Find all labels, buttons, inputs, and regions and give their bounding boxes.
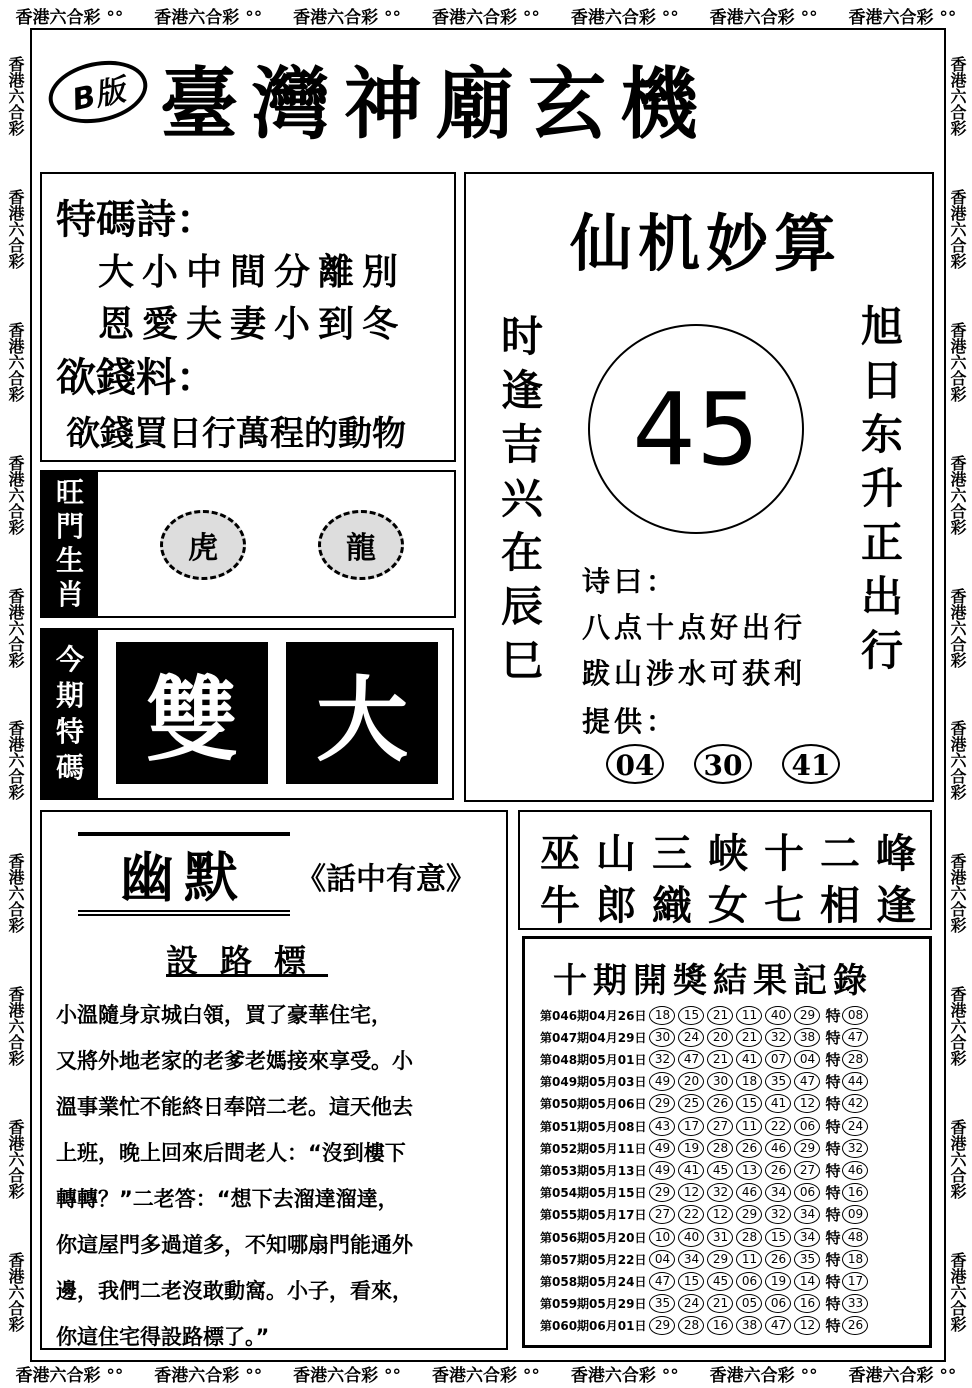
result-period: 第052期05月11日: [540, 1141, 647, 1156]
result-ball: 18: [649, 1006, 675, 1025]
result-ball: 47: [765, 1316, 791, 1335]
page-title: 臺灣神廟玄機: [160, 59, 713, 150]
result-row: [540, 1004, 871, 1026]
xian-number-2: 30: [694, 744, 752, 784]
result-ball: 29: [794, 1006, 820, 1025]
result-ball: 27: [707, 1117, 733, 1136]
result-ball: 11: [736, 1117, 762, 1136]
result-ball: 34: [765, 1183, 791, 1202]
result-ball: 32: [649, 1050, 675, 1069]
result-ball: 26: [736, 1139, 762, 1158]
result-ball: 12: [678, 1183, 704, 1202]
result-ball: 12: [707, 1205, 733, 1224]
result-row: [540, 1204, 871, 1226]
special-label: 特: [825, 1095, 841, 1114]
strip-label: 香港六合彩 °°: [154, 1365, 263, 1386]
result-row: [540, 1115, 871, 1137]
result-ball: 34: [794, 1205, 820, 1224]
strip-label: 香港六合彩: [948, 1251, 967, 1332]
humor-title: 幽默: [78, 832, 290, 916]
result-ball: 11: [736, 1006, 762, 1025]
result-ball: 22: [765, 1117, 791, 1136]
result-ball: 10: [649, 1228, 675, 1247]
result-period: 第059期05月29日: [540, 1297, 647, 1312]
dragon-icon: 龍: [318, 510, 404, 580]
result-special-ball: 24: [842, 1117, 868, 1136]
strip-label: 香港六合彩 °°: [848, 7, 957, 28]
zodiac-label: 旺 門 生 肖: [42, 472, 98, 616]
result-ball: 43: [649, 1117, 675, 1136]
result-ball: 32: [765, 1028, 791, 1047]
strip-label: 香港六合彩: [948, 853, 967, 934]
result-special-ball: 17: [842, 1272, 868, 1291]
strip-label: 香港六合彩: [948, 1118, 967, 1199]
strip-label: 香港六合彩: [6, 321, 25, 402]
result-ball: 38: [794, 1028, 820, 1047]
result-period: 第053期05月13日: [540, 1163, 647, 1178]
result-period: 第046期04月26日: [540, 1008, 647, 1023]
result-ball: 47: [794, 1072, 820, 1091]
result-ball: 24: [678, 1294, 704, 1313]
result-ball: 21: [707, 1006, 733, 1025]
result-ball: 41: [736, 1050, 762, 1069]
special-label: 特: [825, 1050, 841, 1069]
strip-label: 香港六合彩 °°: [154, 7, 263, 28]
special-label: 特: [825, 1028, 841, 1047]
result-ball: 32: [707, 1183, 733, 1202]
humor-line: 你這屋門多過道多，不知哪扇門能通外: [56, 1233, 413, 1257]
strip-label: 香港六合彩: [948, 985, 967, 1066]
strip-label: 香港六合彩 °°: [293, 1365, 402, 1386]
result-ball: 49: [649, 1072, 675, 1091]
strip-label: 香港六合彩: [948, 454, 967, 535]
result-special-ball: 18: [842, 1250, 868, 1269]
strip-label: 香港六合彩: [6, 1251, 25, 1332]
result-ball: 45: [707, 1161, 733, 1180]
result-ball: 20: [678, 1072, 704, 1091]
result-period: 第049期05月03日: [540, 1075, 647, 1090]
result-ball: 19: [765, 1272, 791, 1291]
result-special-ball: 44: [842, 1072, 868, 1091]
result-ball: 16: [707, 1316, 733, 1335]
result-row: [540, 1093, 871, 1115]
result-ball: 26: [707, 1094, 733, 1113]
strip-label: 香港六合彩: [6, 853, 25, 934]
strip-label: 香港六合彩 °°: [570, 1365, 679, 1386]
result-special-ball: 33: [842, 1294, 868, 1313]
humor-line: 上班，晚上回來后問老人：“沒到樓下: [56, 1141, 406, 1165]
result-ball: 29: [707, 1250, 733, 1269]
xian-number-3: 41: [782, 744, 840, 784]
result-ball: 40: [765, 1006, 791, 1025]
result-ball: 21: [707, 1294, 733, 1313]
result-period: 第050期05月06日: [540, 1097, 647, 1112]
humor-subtitle: 《話中有意》: [296, 862, 476, 897]
result-row: [540, 1226, 871, 1248]
result-ball: 15: [678, 1006, 704, 1025]
xian-right-column: 旭日东升正出行: [855, 304, 904, 682]
result-ball: 35: [765, 1072, 791, 1091]
result-ball: 28: [678, 1316, 704, 1335]
strip-label: 香港六合彩 °°: [709, 1365, 818, 1386]
strip-label: 香港六合彩 °°: [431, 1365, 540, 1386]
result-ball: 30: [707, 1072, 733, 1091]
xian-left-column: 时逢吉兴在辰巳: [495, 314, 544, 692]
humor-line: 你這住宅得設路標了。”: [56, 1325, 270, 1349]
result-ball: 05: [736, 1294, 762, 1313]
result-ball: 29: [649, 1316, 675, 1335]
result-ball: 41: [678, 1161, 704, 1180]
humor-heading: 設路標: [166, 942, 329, 980]
poem-heading: 特碼詩：: [56, 196, 216, 243]
strip-label: 香港六合彩 °°: [15, 7, 124, 28]
tiger-icon: 虎: [160, 510, 246, 580]
xian-provide-label: 提供：: [582, 705, 679, 738]
special-label: 特: [825, 1206, 841, 1225]
result-ball: 27: [649, 1205, 675, 1224]
poem-line-2: 恩愛夫妻小到冬: [98, 303, 407, 345]
xian-poem-heading: 诗曰：: [582, 565, 679, 598]
special-label: 特: [825, 1272, 841, 1291]
result-ball: 28: [736, 1228, 762, 1247]
result-special-ball: 16: [842, 1183, 868, 1202]
special-tile-1: 雙: [116, 642, 268, 784]
strip-label: 香港六合彩 °°: [431, 7, 540, 28]
strip-label: 香港六合彩 °°: [570, 7, 679, 28]
xian-poem-line-1: 八点十点好出行: [582, 611, 807, 644]
special-label: 特: [825, 1295, 841, 1314]
humor-line: 邊，我們二老沒敢動窩。小子，看來，: [56, 1279, 413, 1303]
strip-label: 香港六合彩: [6, 587, 25, 668]
result-ball: 40: [678, 1228, 704, 1247]
result-ball: 12: [794, 1094, 820, 1113]
humor-box: [40, 810, 508, 1350]
special-label: 特: [825, 1250, 841, 1269]
result-ball: 16: [794, 1294, 820, 1313]
result-row: [540, 1315, 871, 1337]
result-row: [540, 1071, 871, 1093]
strip-label: 香港六合彩: [948, 189, 967, 270]
strip-label: 香港六合彩: [6, 1118, 25, 1199]
result-special-ball: 28: [842, 1050, 868, 1069]
result-period: 第054期05月15日: [540, 1186, 647, 1201]
result-ball: 34: [678, 1250, 704, 1269]
result-ball: 04: [649, 1250, 675, 1269]
special-label: 今 期 特 碼: [42, 630, 98, 798]
strip-label: 香港六合彩: [948, 720, 967, 801]
result-ball: 46: [765, 1139, 791, 1158]
result-ball: 35: [794, 1250, 820, 1269]
xian-box: [464, 172, 934, 802]
zodiac-box: [40, 470, 456, 618]
special-label: 特: [825, 1117, 841, 1136]
result-ball: 34: [794, 1228, 820, 1247]
result-ball: 24: [678, 1028, 704, 1047]
result-ball: 47: [678, 1050, 704, 1069]
result-special-ball: 26: [842, 1316, 868, 1335]
special-box: [40, 628, 454, 800]
result-special-ball: 46: [842, 1161, 868, 1180]
result-ball: 25: [678, 1094, 704, 1113]
result-ball: 47: [649, 1272, 675, 1291]
result-ball: 29: [649, 1094, 675, 1113]
number-circle: 45: [588, 324, 804, 534]
humor-line: 又將外地老家的老爹老媽接來享受。小: [56, 1049, 413, 1073]
result-ball: 15: [765, 1228, 791, 1247]
result-row: [540, 1048, 871, 1070]
result-ball: 18: [736, 1072, 762, 1091]
special-label: 特: [825, 1184, 841, 1203]
humor-line: 轉轉？”二老答：“想下去溜達溜達，: [56, 1187, 399, 1211]
result-ball: 49: [649, 1161, 675, 1180]
result-ball: 11: [736, 1250, 762, 1269]
strip-label: 香港六合彩: [6, 454, 25, 535]
result-ball: 12: [794, 1316, 820, 1335]
result-ball: 35: [649, 1294, 675, 1313]
riddle-box: [518, 810, 932, 930]
strip-label: 香港六合彩 °°: [15, 1365, 124, 1386]
result-ball: 38: [736, 1316, 762, 1335]
result-ball: 32: [765, 1205, 791, 1224]
result-row: [540, 1182, 871, 1204]
special-label: 特: [825, 1139, 841, 1158]
result-period: 第058期05月24日: [540, 1274, 647, 1289]
strip-label: 香港六合彩: [6, 985, 25, 1066]
money-text: 欲錢買日行萬程的動物: [66, 414, 406, 454]
strip-label: 香港六合彩: [948, 587, 967, 668]
result-special-ball: 42: [842, 1094, 868, 1113]
result-special-ball: 48: [842, 1228, 868, 1247]
humor-line: 小溫隨身京城白領，買了豪華住宅，: [56, 1003, 392, 1027]
result-ball: 28: [707, 1139, 733, 1158]
xian-poem-line-2: 跋山涉水可获利: [582, 657, 807, 690]
result-ball: 15: [736, 1094, 762, 1113]
result-period: 第048期05月01日: [540, 1052, 647, 1067]
result-row: [540, 1137, 871, 1159]
strip-label: 香港六合彩: [6, 720, 25, 801]
result-ball: 30: [649, 1028, 675, 1047]
humor-text: [56, 992, 496, 1360]
special-label: 特: [825, 1006, 841, 1025]
result-ball: 14: [794, 1272, 820, 1291]
result-special-ball: 08: [842, 1006, 868, 1025]
result-ball: 41: [765, 1094, 791, 1113]
result-ball: 22: [678, 1205, 704, 1224]
result-ball: 29: [649, 1183, 675, 1202]
special-label: 特: [825, 1073, 841, 1092]
result-ball: 06: [736, 1272, 762, 1291]
result-ball: 26: [765, 1161, 791, 1180]
result-ball: 07: [765, 1050, 791, 1069]
result-ball: 46: [736, 1183, 762, 1202]
poem-line-1: 大小中間分離別: [98, 251, 407, 293]
results-title: 十期開獎結果記錄: [553, 961, 873, 1001]
result-ball: 04: [794, 1050, 820, 1069]
special-label: 特: [825, 1317, 841, 1336]
poem-box: [40, 172, 456, 462]
strip-label: 香港六合彩: [6, 189, 25, 270]
strip-label: 香港六合彩: [948, 56, 967, 137]
left-border-strip: [0, 30, 30, 1358]
result-ball: 49: [649, 1139, 675, 1158]
xian-title: 仙机妙算: [569, 207, 842, 280]
result-period: 第057期05月22日: [540, 1252, 647, 1267]
result-ball: 31: [707, 1228, 733, 1247]
humor-line: 溫事業忙不能終日奉陪二老。這天他去: [56, 1095, 413, 1119]
strip-label: 香港六合彩: [6, 56, 25, 137]
strip-label: 香港六合彩: [948, 321, 967, 402]
version-badge: B版: [43, 52, 153, 131]
xian-number-1: 04: [606, 744, 664, 784]
result-ball: 06: [794, 1117, 820, 1136]
result-ball: 06: [765, 1294, 791, 1313]
money-heading: 欲錢料：: [56, 354, 216, 401]
result-period: 第060期06月01日: [540, 1319, 647, 1334]
special-tile-2: 大: [286, 642, 438, 784]
result-ball: 13: [736, 1161, 762, 1180]
result-period: 第047期04月29日: [540, 1030, 647, 1045]
result-ball: 17: [678, 1117, 704, 1136]
result-row: [540, 1159, 871, 1181]
right-border-strip: [942, 30, 972, 1358]
strip-label: 香港六合彩 °°: [709, 7, 818, 28]
result-ball: 19: [678, 1139, 704, 1158]
result-ball: 20: [707, 1028, 733, 1047]
result-row: [540, 1293, 871, 1315]
result-special-ball: 09: [842, 1205, 868, 1224]
result-row: [540, 1270, 871, 1292]
result-row: [540, 1248, 871, 1270]
result-ball: 29: [736, 1205, 762, 1224]
result-ball: 15: [678, 1272, 704, 1291]
special-label: 特: [825, 1161, 841, 1180]
result-ball: 21: [736, 1028, 762, 1047]
result-ball: 27: [794, 1161, 820, 1180]
riddle-line-1: 巫山三峡十二峰: [540, 831, 932, 877]
result-special-ball: 32: [842, 1139, 868, 1158]
result-special-ball: 47: [842, 1028, 868, 1047]
result-ball: 21: [707, 1050, 733, 1069]
strip-label: 香港六合彩 °°: [293, 7, 402, 28]
result-ball: 45: [707, 1272, 733, 1291]
strip-label: 香港六合彩 °°: [848, 1365, 957, 1386]
result-period: 第056期05月20日: [540, 1230, 647, 1245]
result-period: 第051期05月08日: [540, 1119, 647, 1134]
riddle-line-2: 牛郎織女七相逢: [540, 883, 932, 929]
result-ball: 06: [794, 1183, 820, 1202]
result-ball: 29: [794, 1139, 820, 1158]
result-ball: 26: [765, 1250, 791, 1269]
result-period: 第055期05月17日: [540, 1208, 647, 1223]
top-border-strip: [0, 0, 972, 30]
result-row: [540, 1026, 871, 1048]
bottom-border-strip: [0, 1358, 972, 1388]
special-label: 特: [825, 1228, 841, 1247]
